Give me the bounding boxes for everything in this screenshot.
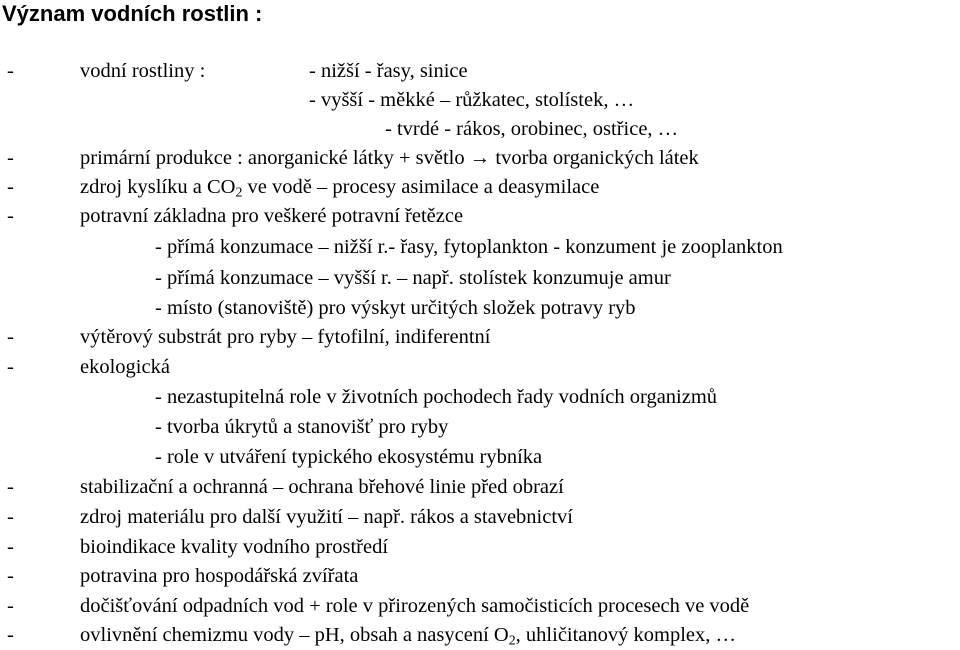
bullet-dash: - (7, 565, 14, 587)
document-title: Význam vodních rostlin : (2, 1, 263, 26)
line-text: - role v utváření typického ekosystému rybníka (155, 446, 543, 468)
bullet-dash: - (7, 176, 14, 198)
bullet-dash: - (7, 60, 14, 82)
bullet-line-bioindication (0, 533, 960, 561)
sub-line-irreplaceable-role (0, 383, 960, 411)
line-text: - přímá konzumace – vyšší r. – např. stolístek konzumuje amur (155, 267, 671, 289)
bullet-line-ecological (0, 353, 960, 381)
line-text: dočišťování odpadních vod + role v přirozených samočisticích procesech ve vodě (80, 595, 750, 617)
line-text-part: ve vodě – procesy asimilace a deasymilace (242, 176, 600, 198)
bullet-dash: - (7, 476, 14, 498)
line-text (80, 173, 599, 201)
sub-line-habitat (0, 294, 960, 322)
line-text: - tvorba úkrytů a stanovišť pro ryby (155, 416, 449, 438)
bullet-dash: - (7, 595, 14, 617)
line-text: - místo (stanoviště) pro výskyt určitých složek potravy ryb (155, 297, 636, 319)
sub-line-ecosystem-role (0, 443, 960, 471)
bullet-line-water-chemistry (0, 621, 960, 649)
bullet-dash: - (7, 506, 14, 528)
sub-line-hard-plants (0, 115, 960, 143)
sub-line-shelters (0, 413, 960, 441)
bullet-line-aquatic-plants (0, 57, 960, 85)
line-text: primární produkce : anorganické látky + světlo → tvorba organických látek (80, 147, 699, 169)
bullet-line-animal-feed (0, 562, 960, 590)
bullet-line-food-base (0, 202, 960, 230)
subscript: 2 (235, 185, 243, 201)
line-text: stabilizační a ochranná – ochrana břehové linie před obrazí (80, 476, 564, 498)
line-text: výtěrový substrát pro ryby – fytofilní, indiferentní (80, 326, 491, 348)
line-text-part: , uhličitanový komplex, … (515, 624, 737, 646)
line-text: - přímá konzumace – nižší r.- řasy, fytoplankton - konzument je zooplankton (155, 236, 783, 258)
bullet-dash: - (7, 624, 14, 646)
bullet-line-stabilization (0, 473, 960, 501)
sub-line-direct-consumption-higher (0, 264, 960, 292)
bullet-line-spawning-substrate (0, 323, 960, 351)
subscript: 2 (508, 633, 516, 649)
line-text: ekologická (80, 356, 170, 378)
bullet-dash: - (7, 205, 14, 227)
bullet-line-material-source (0, 503, 960, 531)
line-text (80, 621, 736, 649)
bullet-dash: - (7, 356, 14, 378)
line-text-part: ovlivnění chemizmu vody – pH, obsah a nasycení O (80, 624, 509, 646)
line-text: vodní rostliny : (80, 60, 206, 82)
line-text: - tvrdé - rákos, orobinec, ostřice, … (385, 118, 679, 140)
line-text: - nezastupitelná role v životních pochodech řady vodních organizmů (155, 386, 718, 408)
bullet-line-primary-production (0, 144, 960, 172)
line-text-lower-plants: - nižší - řasy, sinice (309, 60, 468, 82)
sub-line-direct-consumption-lower (0, 233, 960, 261)
bullet-dash: - (7, 147, 14, 169)
line-text: zdroj materiálu pro další využití – např. rákos a stavebnictví (80, 506, 573, 528)
bullet-line-oxygen-source (0, 173, 960, 201)
line-text: potravina pro hospodářská zvířata (80, 565, 359, 587)
sub-line-higher-plants (0, 86, 960, 114)
line-text: potravní základna pro veškeré potravní řetězce (80, 205, 464, 227)
line-text-part: zdroj kyslíku a CO (80, 176, 236, 198)
line-text: bioindikace kvality vodního prostředí (80, 536, 389, 558)
bullet-dash: - (7, 536, 14, 558)
bullet-dash: - (7, 326, 14, 348)
bullet-line-wastewater-treatment (0, 592, 960, 620)
line-text: - vyšší - měkké – růžkatec, stolístek, … (309, 89, 635, 111)
